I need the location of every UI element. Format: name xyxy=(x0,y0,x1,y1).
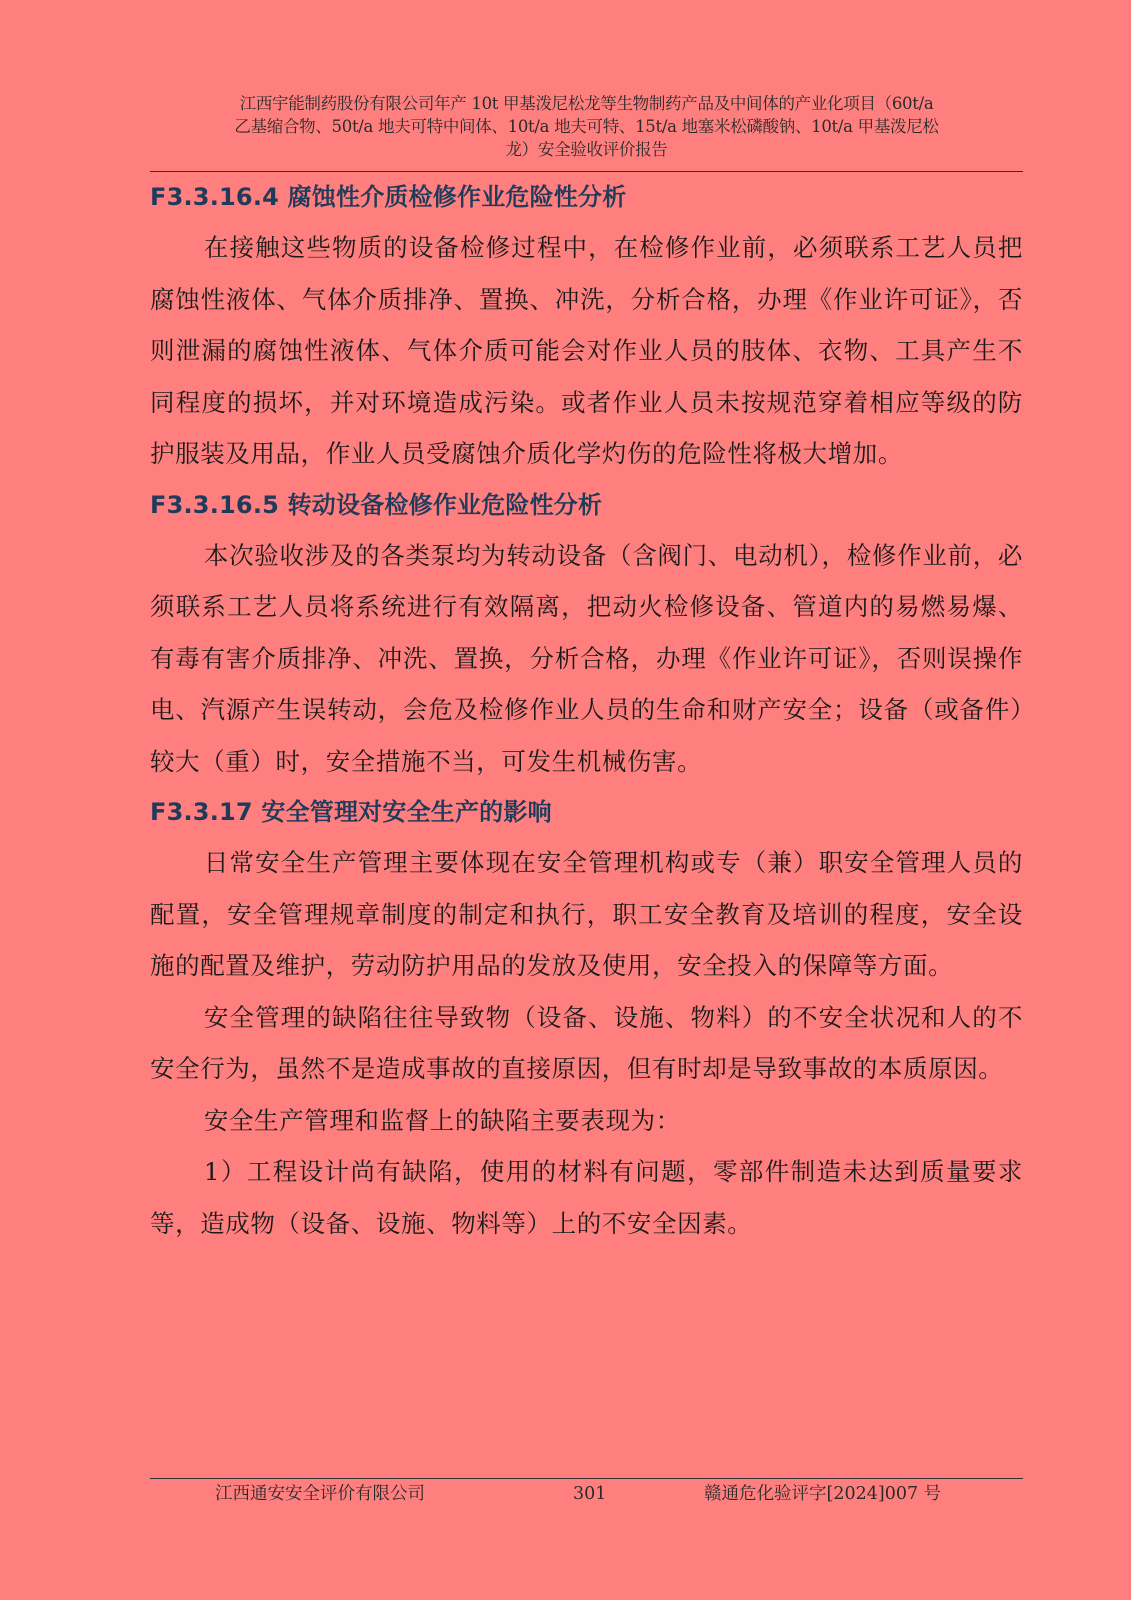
header-line-2: 乙基缩合物、50t/a 地夫可特中间体、10t/a 地夫可特、15t/a 地塞米松磷酸钠、10t/a 甲基泼尼松 xyxy=(234,117,939,136)
paragraph: 在接触这些物质的设备检修过程中，在检修作业前，必须联系工艺人员把腐蚀性液体、气体介质排净、置换、冲洗，分析合格，办理《作业许可证》，否则泄漏的腐蚀性液体、气体介质可能会对作业人员的肢体、衣物、工具产生不同程度的损坏，并对环境造成污染。或者作业人员未按规范穿着相应等级的防护服装及用品，作业人员受腐蚀介质化学灼伤的危险性将极大增加。 xyxy=(150,233,1023,468)
paragraph: 安全生产管理和监督上的缺陷主要表现为： xyxy=(203,1105,681,1135)
paragraph: 本次验收涉及的各类泵均为转动设备（含阀门、电动机），检修作业前，必须联系工艺人员将系统进行有效隔离，把动火检修设备、管道内的易燃易爆、有毒有害介质排净、冲洗、置换，分析合格，办理《作业许可证》，否则误操作电、汽源产生误转动，会危及检修作业人员的生命和财产安全；设备（或备件）较大（重）时，安全措施不当，可发生机械伤害。 xyxy=(150,540,1023,776)
section-heading-f3-3-17: F3.3.17 安全管理对安全生产的影响 xyxy=(150,798,552,826)
header-line-3: 龙）安全验收评价报告 xyxy=(505,140,668,159)
header-line-1: 江西宇能制药股份有限公司年产 10t 甲基泼尼松龙等生物制药产品及中间体的产业化项目（60t/a xyxy=(239,94,934,113)
page-header xyxy=(150,92,1023,161)
footer-page-number: 301 xyxy=(573,1484,607,1504)
page-body xyxy=(150,172,1023,1249)
section-heading-f3-3-16-4: F3.3.16.4 腐蚀性介质检修作业危险性分析 xyxy=(150,183,627,211)
list-item: 1）工程设计尚有缺陷，使用的材料有问题，零部件制造未达到质量要求等，造成物（设备、设施、物料等）上的不安全因素。 xyxy=(150,1157,1023,1238)
paragraph: 日常安全生产管理主要体现在安全管理机构或专（兼）职安全管理人员的配置，安全管理规章制度的制定和执行，职工安全教育及培训的程度，安全设施的配置及维护，劳动防护用品的发放及使用，安全投入的保障等方面。 xyxy=(150,848,1023,980)
section-heading-f3-3-16-5: F3.3.16.5 转动设备检修作业危险性分析 xyxy=(150,490,603,519)
footer-doc-number: 赣通危化验评字[2024]007 号 xyxy=(704,1484,942,1504)
paragraph: 安全管理的缺陷往往导致物（设备、设施、物料）的不安全状况和人的不安全行为，虽然不是造成事故的直接原因，但有时却是导致事故的本质原因。 xyxy=(150,1002,1023,1083)
footer-company: 江西通安安全评价有限公司 xyxy=(215,1484,425,1504)
footer-divider xyxy=(150,1478,1023,1479)
